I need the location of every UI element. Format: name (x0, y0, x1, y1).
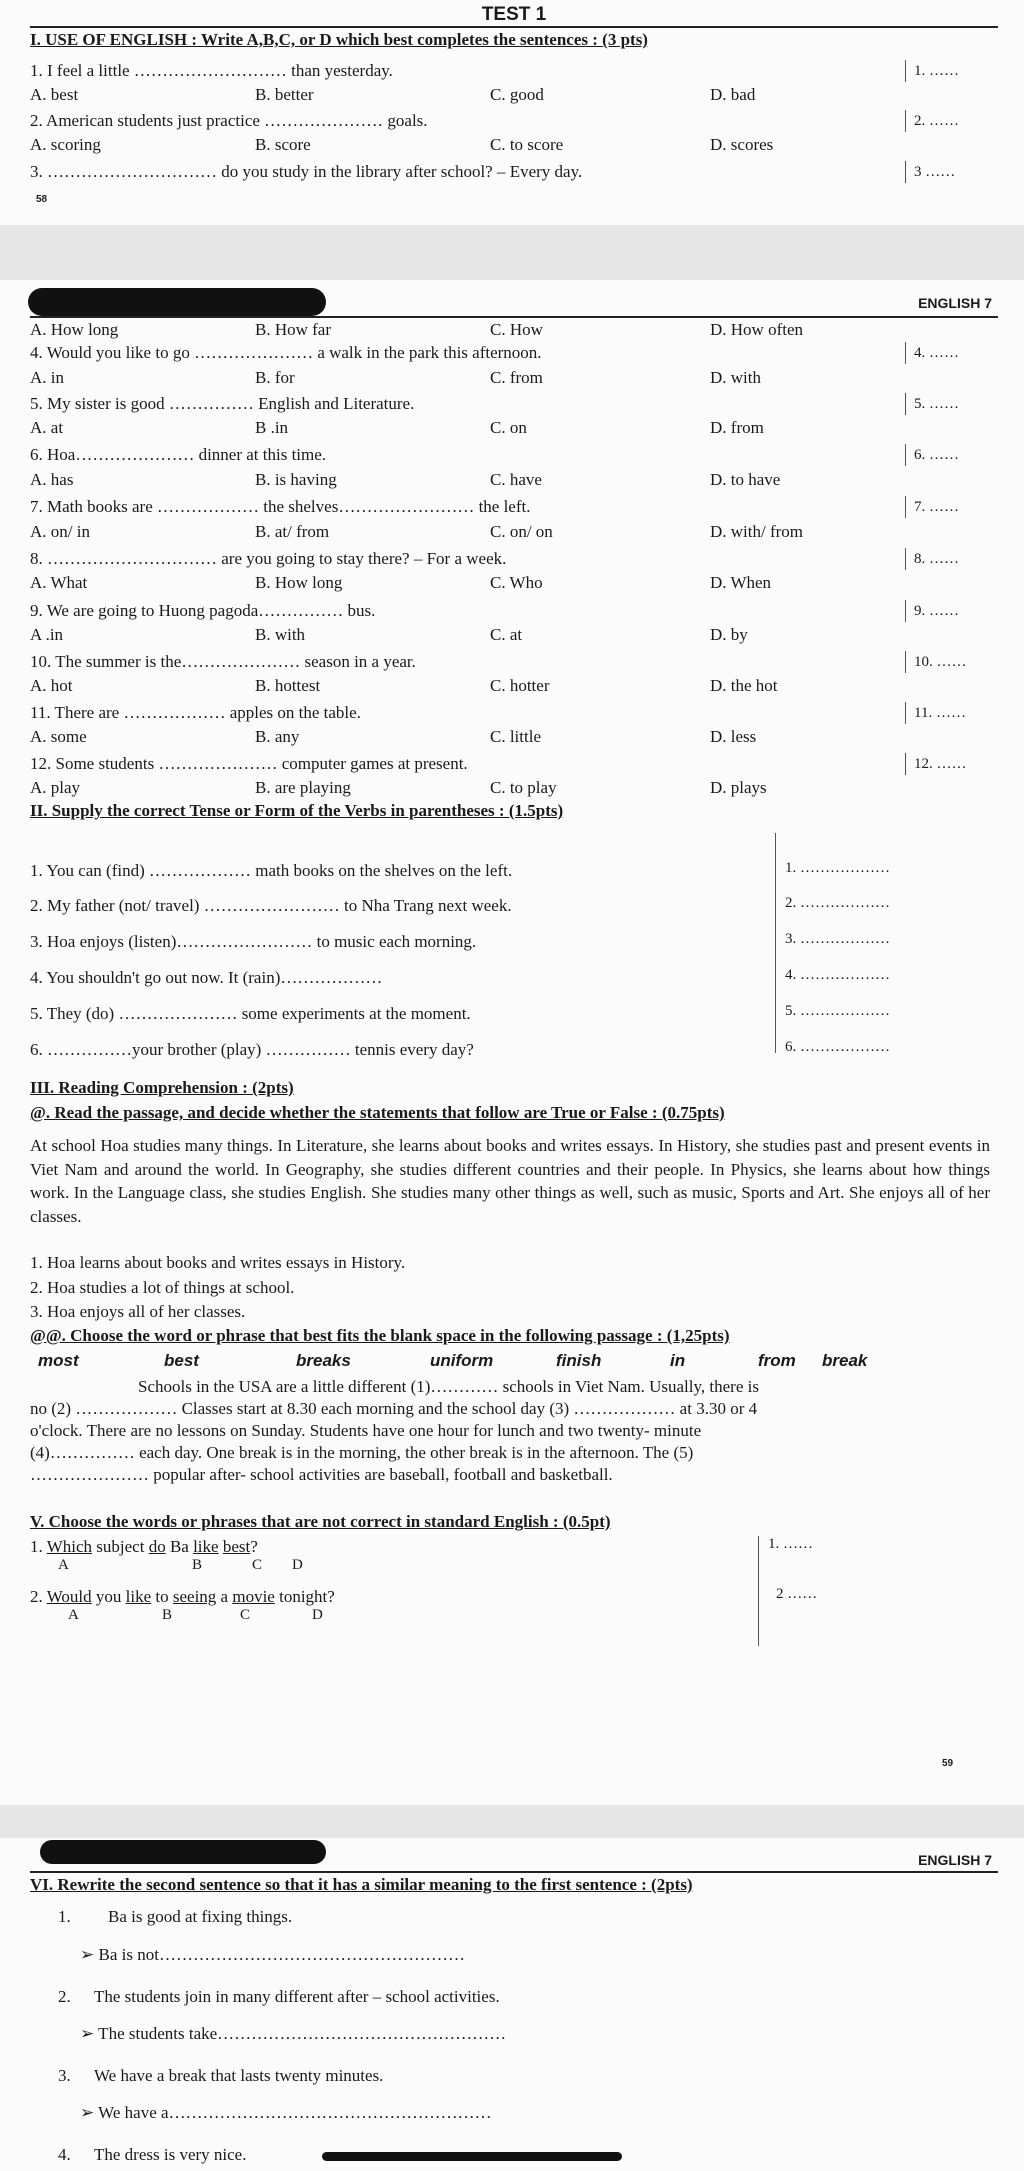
word-bank-item: breaks (296, 1351, 351, 1370)
answer-box-3[interactable]: 3 …… (905, 161, 995, 183)
rewrite-answer-1[interactable]: ➢ Ba is not……………………………………………… (80, 1945, 465, 1964)
letter-b: B (192, 1557, 203, 1573)
verb-question-1: 1. You can (find) ……………… math books on the shelves on the left. (30, 861, 513, 880)
option-c[interactable]: C. to score (490, 135, 564, 154)
verb-answer-5[interactable]: 5. ……………… (785, 1003, 890, 1019)
underlined-word-c[interactable]: like (193, 1537, 219, 1556)
sentence-fragment: to (151, 1587, 173, 1606)
option-c[interactable]: C. little (490, 727, 541, 746)
rewrite-number-2: 2. (58, 1987, 71, 2006)
option-b[interactable]: B. hottest (255, 676, 321, 695)
question-4: 4. Would you like to go ………………… a walk in the park this afternoon. (30, 343, 542, 362)
section-3-heading (30, 1077, 294, 1099)
sentence-fragment: you (91, 1587, 126, 1606)
rewrite-original-3: We have a break that lasts twenty minutes. (94, 2066, 384, 2085)
rewrite-original-1: Ba is good at fixing things. (108, 1907, 293, 1926)
answer-box-6[interactable]: 6. …… (905, 444, 995, 466)
sentence-fragment: Ba (165, 1537, 194, 1556)
cloze-line-1: Schools in the USA are a little different (1)………… schools in Viet Nam. Usually, there is (138, 1377, 759, 1396)
option-a[interactable]: A. best (30, 85, 79, 104)
option-b[interactable]: B .in (255, 418, 289, 437)
option-b[interactable]: B. How long (255, 573, 343, 592)
option-d[interactable]: D. by (710, 625, 748, 644)
option-a[interactable]: A. What (30, 573, 88, 592)
option-a[interactable]: A .in (30, 625, 64, 644)
reading-passage: At school Hoa studies many things. In Literature, she learns about books and writes essays. In History, she studies past and present events in Viet Nam and around the world. In Geography, she studies different countries and their people. In Physics, she learns about how things work. In the Language class, she studies English. She studies many other things as well, such as music, Sports and Art. She enjoys all of her classes. (30, 1136, 990, 1226)
option-a[interactable]: A. play (30, 778, 81, 797)
underlined-word-c[interactable]: seeing (172, 1587, 217, 1606)
answer-box-9[interactable]: 9. …… (905, 600, 995, 622)
question-5: 5. My sister is good …………… English and Literature. (30, 394, 415, 413)
error-question-2 (30, 1586, 335, 1608)
underlined-word-b[interactable]: like (125, 1587, 152, 1606)
page-3 (0, 1838, 1024, 2171)
letter-d: D (292, 1557, 303, 1573)
option-c[interactable]: C. good (490, 85, 544, 104)
statement-1: 1. Hoa learns about books and writes essays in History. (30, 1253, 406, 1272)
letter-a: A (68, 1607, 79, 1623)
options-9 (30, 625, 924, 647)
option-a[interactable]: A. at (30, 418, 64, 437)
letter-c: C (240, 1607, 251, 1623)
redaction-bar (322, 2152, 622, 2161)
redaction-bar (40, 1840, 326, 1864)
letter-a: A (58, 1557, 69, 1573)
option-c[interactable]: C. How (490, 320, 543, 339)
option-d[interactable]: D. the hot (710, 676, 778, 695)
header-rule (30, 1871, 998, 1873)
option-b[interactable]: B. any (255, 727, 300, 746)
error-answer-1[interactable]: 1. …… (768, 1536, 813, 1552)
section-5-heading: V. Choose the words or phrases that are not correct in standard English : (0.5pt) (30, 1512, 611, 1531)
verb-question-3: 3. Hoa enjoys (listen)…………………… to music each morning. (30, 932, 477, 951)
option-b[interactable]: B. at/ from (255, 522, 330, 541)
sentence-fragment: tonight? (274, 1587, 335, 1606)
answer-box-8[interactable]: 8. …… (905, 548, 995, 570)
word-bank-item: most (38, 1351, 79, 1370)
verb-question-4: 4. You shouldn't go out now. It (rain)……………… (30, 968, 383, 987)
question-11: 11. There are ……………… apples on the table. (30, 703, 361, 722)
letter-labels-1 (30, 1557, 330, 1577)
section-2-heading: II. Supply the correct Tense or Form of the Verbs in parentheses : (1.5pts) (30, 801, 564, 820)
rewrite-answer-2[interactable]: ➢ The students take…………………………………………… (80, 2024, 507, 2043)
option-b[interactable]: B. for (255, 368, 295, 387)
page-header: ENGLISH 7 (918, 295, 992, 311)
section-1-heading: I. USE OF ENGLISH : Write A,B,C, or D which best completes the sentences : (3 pts) (30, 30, 648, 49)
error-answer-2[interactable]: 2 …… (776, 1586, 818, 1602)
option-c[interactable]: C. hotter (490, 676, 550, 695)
options-6 (30, 470, 924, 492)
page-1 (0, 0, 1024, 225)
verb-answer-2[interactable]: 2. ……………… (785, 895, 890, 911)
word-bank-item: break (822, 1351, 868, 1370)
word-bank (38, 1351, 898, 1373)
rewrite-number-3: 3. (58, 2066, 71, 2085)
option-d[interactable]: D. with/ from (710, 522, 804, 541)
question-3: 3. ………………………… do you study in the library after school? – Every day. (30, 162, 583, 181)
word-bank-item: in (670, 1351, 686, 1370)
part-b-heading: @@. Choose the word or phrase that best fits the blank space in the following passage : (1,25pts) (30, 1326, 730, 1345)
underlined-word-b[interactable]: do (148, 1537, 166, 1556)
option-a[interactable]: A. How long (30, 320, 119, 339)
answer-box-2[interactable]: 2. …… (905, 110, 995, 132)
options-4 (30, 368, 924, 390)
answer-box-5[interactable]: 5. …… (905, 393, 995, 415)
option-b[interactable]: B. score (255, 135, 311, 154)
header-rule (30, 316, 998, 318)
option-a[interactable]: A. has (30, 470, 74, 489)
cloze-line-4: (4)…………… each day. One break is in the morning, the other break is in the afternoon. The (5) (30, 1443, 694, 1462)
options-8 (30, 573, 924, 595)
option-b[interactable]: B. How far (255, 320, 332, 339)
letter-b: B (162, 1607, 173, 1623)
answer-box-12[interactable]: 12. …… (905, 753, 995, 775)
option-d[interactable]: D. plays (710, 778, 767, 797)
error-question-1 (30, 1536, 258, 1558)
option-c[interactable]: C. have (490, 470, 542, 489)
options-10 (30, 676, 924, 698)
option-c[interactable]: C. Who (490, 573, 543, 592)
rewrite-original-2: The students join in many different after – school activities. (94, 1987, 500, 2006)
verb-question-2: 2. My father (not/ travel) …………………… to Nha Trang next week. (30, 896, 512, 915)
part-a-heading: @. Read the passage, and decide whether the statements that follow are True or False : (0.75pts) (30, 1103, 725, 1122)
cloze-line-2: no (2) ……………… Classes start at 8.30 each morning and the school day (3) ……………… at 3.30 or 4 (30, 1399, 758, 1418)
option-d[interactable]: D. from (710, 418, 764, 437)
verb-answer-1[interactable]: 1. ……………… (785, 860, 890, 876)
option-b[interactable]: B. better (255, 85, 314, 104)
options-3 (30, 320, 924, 342)
letter-d: D (312, 1607, 323, 1623)
option-a[interactable]: A. hot (30, 676, 73, 695)
option-b[interactable]: B. is having (255, 470, 337, 489)
option-d[interactable]: D. to have (710, 470, 781, 489)
verb-answer-6[interactable]: 6. ……………… (785, 1039, 890, 1055)
letter-c: C (252, 1557, 263, 1573)
section-6-heading: VI. Rewrite the second sentence so that it has a similar meaning to the first sentence : (2pts) (30, 1875, 693, 1894)
option-a[interactable]: A. scoring (30, 135, 101, 154)
statement-2: 2. Hoa studies a lot of things at school. (30, 1278, 295, 1297)
option-d[interactable]: D. How often (710, 320, 804, 339)
option-d[interactable]: D. less (710, 727, 757, 746)
question-8: 8. ………………………… are you going to stay there? – For a week. (30, 549, 507, 568)
word-bank-item: finish (556, 1351, 602, 1370)
option-a[interactable]: A. on/ in (30, 522, 90, 541)
options-5 (30, 418, 924, 440)
options-7 (30, 522, 924, 544)
word-bank-item: best (164, 1351, 199, 1370)
question-9: 9. We are going to Huong pagoda…………… bus. (30, 601, 376, 620)
section-3-title: III. Reading Comprehension : (2pts) (30, 1078, 294, 1097)
options-11 (30, 727, 924, 749)
rewrite-number-1: 1. (58, 1907, 71, 1926)
page-2 (0, 280, 1024, 1805)
option-c[interactable]: C. at (490, 625, 523, 644)
answer-box-7[interactable]: 7. …… (905, 496, 995, 518)
question-10: 10. The summer is the………………… season in a year. (30, 652, 416, 671)
page-number: 59 (942, 1758, 954, 1769)
answer-column-divider (775, 833, 776, 1053)
answer-box-4[interactable]: 4. …… (905, 342, 995, 364)
options-12 (30, 778, 924, 800)
question-6: 6. Hoa………………… dinner at this time. (30, 445, 327, 464)
letter-labels-2 (30, 1607, 370, 1627)
option-d[interactable]: D. with (710, 368, 761, 387)
option-c[interactable]: C. from (490, 368, 543, 387)
option-d[interactable]: D. When (710, 573, 772, 592)
question-2: 2. American students just practice ………………… goals. (30, 111, 428, 130)
verb-answer-4[interactable]: 4. ……………… (785, 967, 890, 983)
options-2 (30, 135, 924, 157)
verb-question-5: 5. They (do) ………………… some experiments at the moment. (30, 1004, 471, 1023)
option-a[interactable]: A. in (30, 368, 64, 387)
sentence-fragment: a (216, 1587, 233, 1606)
rewrite-original-4: The dress is very nice. (94, 2145, 247, 2164)
redaction-bar (28, 288, 326, 316)
question-1: 1. I feel a little ……………………… than yesterday. (30, 61, 393, 80)
verb-answer-3[interactable]: 3. ……………… (785, 931, 890, 947)
option-c[interactable]: C. to play (490, 778, 557, 797)
rewrite-number-4: 4. (58, 2145, 71, 2164)
page-header: ENGLISH 7 (918, 1852, 992, 1868)
underlined-word-d[interactable]: best (222, 1537, 251, 1556)
option-d[interactable]: D. scores (710, 135, 774, 154)
header-rule (30, 26, 998, 28)
underlined-word-a[interactable]: Which (46, 1537, 93, 1556)
page-number: 58 (36, 194, 48, 205)
verb-question-6: 6. ……………your brother (play) …………… tennis every day? (30, 1040, 474, 1059)
underlined-word-d[interactable]: movie (232, 1587, 275, 1606)
sentence-fragment: subject (92, 1537, 149, 1556)
options-1 (30, 85, 924, 107)
option-b[interactable]: B. with (255, 625, 306, 644)
question-12: 12. Some students ………………… computer games at present. (30, 754, 468, 773)
option-a[interactable]: A. some (30, 727, 87, 746)
word-bank-item: from (758, 1351, 796, 1370)
question-7: 7. Math books are ……………… the shelves…………………… the left. (30, 497, 531, 516)
statement-3: 3. Hoa enjoys all of her classes. (30, 1302, 246, 1321)
answer-column-divider (758, 1536, 759, 1646)
sentence-fragment: ? (250, 1537, 258, 1556)
answer-box-11[interactable]: 11. …… (905, 702, 995, 724)
cloze-line-5: ………………… popular after- school activities are baseball, football and basketball. (30, 1465, 613, 1484)
option-d[interactable]: D. bad (710, 85, 756, 104)
question-number: 1. (30, 1537, 47, 1556)
answer-box-1[interactable]: 1. …… (905, 60, 995, 82)
option-c[interactable]: C. on/ on (490, 522, 553, 541)
test-title: TEST 1 (481, 4, 547, 25)
question-number: 2. (30, 1587, 47, 1606)
option-c[interactable]: C. on (490, 418, 527, 437)
underlined-word-a[interactable]: Would (46, 1587, 92, 1606)
option-b[interactable]: B. are playing (255, 778, 351, 797)
word-bank-item: uniform (430, 1351, 494, 1370)
cloze-line-3: o'clock. There are no lessons on Sunday. Students have one hour for lunch and two twenty- minute (30, 1421, 702, 1440)
answer-box-10[interactable]: 10. …… (905, 651, 995, 673)
rewrite-answer-3[interactable]: ➢ We have a………………………………………………… (80, 2103, 492, 2122)
